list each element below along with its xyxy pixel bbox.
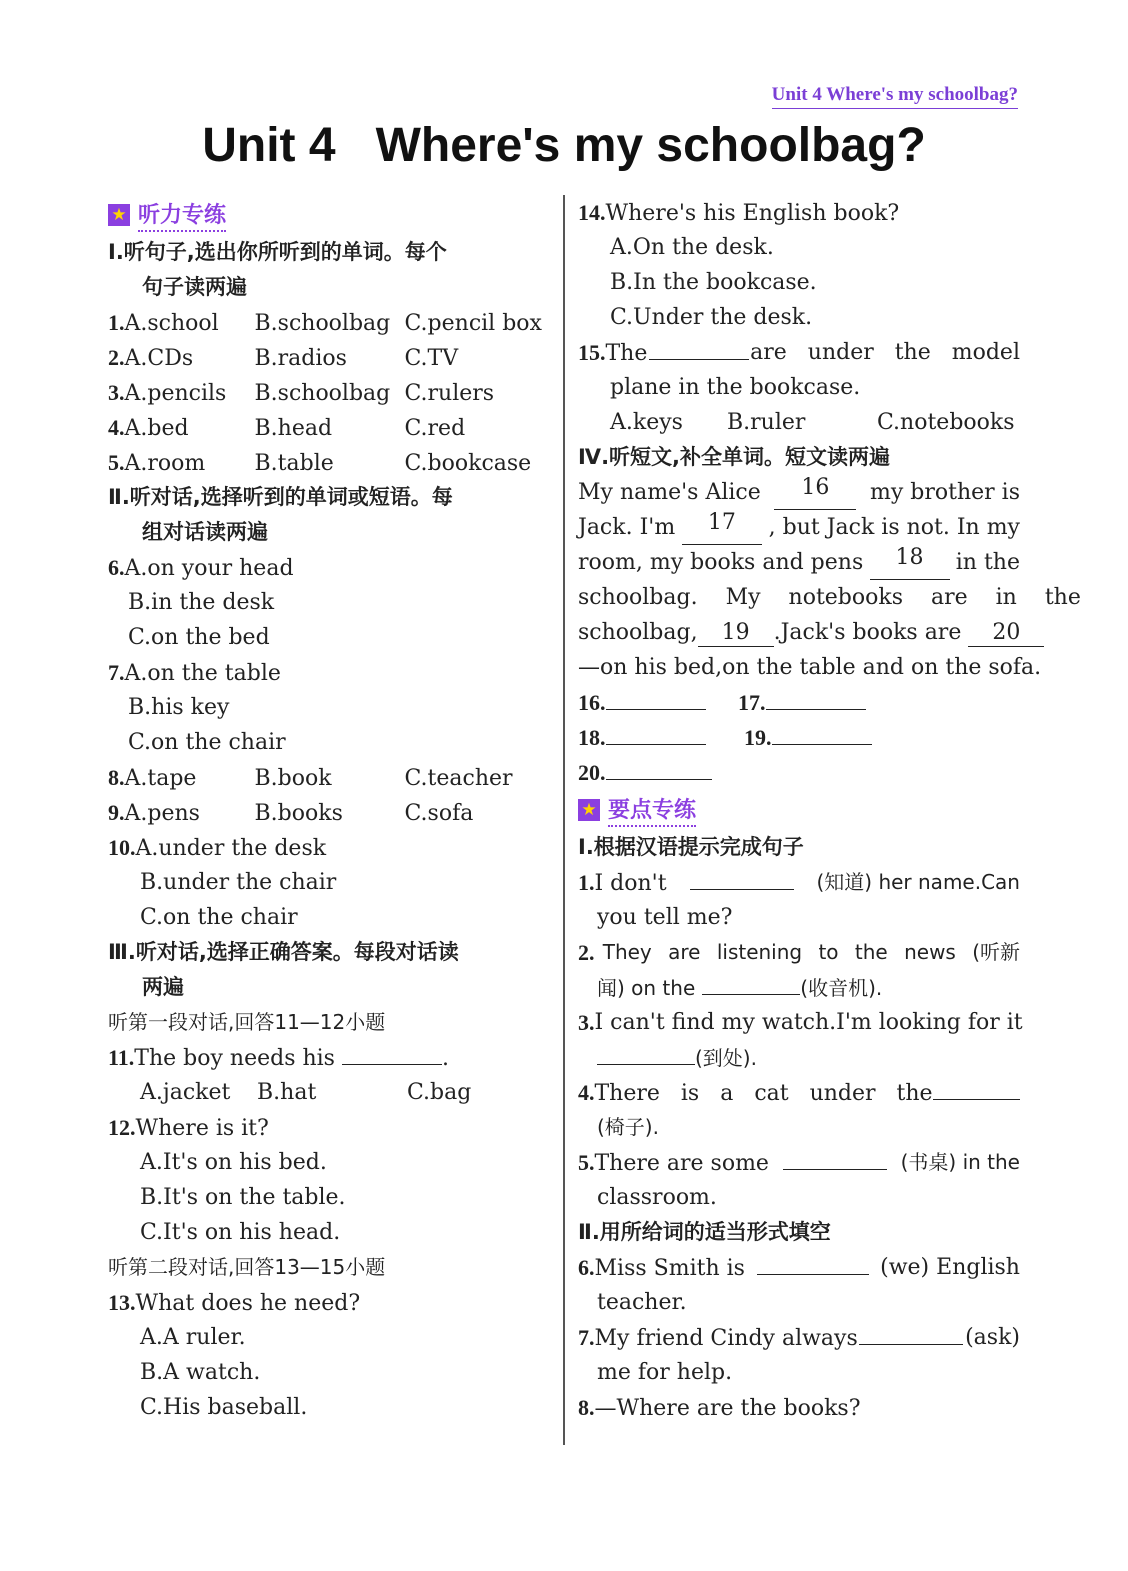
question-number: 14. <box>578 200 606 225</box>
sentence-text: Miss Smith is <box>594 1256 745 1281</box>
question-number: 6. <box>108 555 125 580</box>
question-end: . <box>441 1046 449 1071</box>
answer-blank[interactable] <box>606 720 706 745</box>
page-title: Unit 4 Where's my schoolbag? <box>202 119 926 172</box>
option-a: A.bed <box>124 416 189 441</box>
kp-sentence-7 <box>578 1320 1020 1355</box>
sentence-text: (we) English <box>880 1255 1020 1280</box>
option-c: C.teacher <box>404 766 513 791</box>
answer-blank[interactable] <box>766 685 866 710</box>
question-number: 1. <box>578 870 595 895</box>
option-a: A.pens <box>124 801 200 826</box>
question-15-stem-cont: plane in the bookcase. <box>610 375 861 400</box>
option-b: B.schoolbag <box>254 381 391 406</box>
option-c: C.pencil box <box>404 311 542 336</box>
question-10-option-c: C.on the chair <box>140 905 298 930</box>
passage-line-5 <box>578 615 1020 650</box>
option-b: B.hat <box>257 1080 317 1105</box>
passage-text: room, my books and pens <box>578 550 864 575</box>
part1-title: Ⅰ.听句子,选出你所听到的单词。每个 <box>108 240 447 264</box>
answer-row-1 <box>578 685 1020 720</box>
left-column <box>108 195 550 1425</box>
kp-sentence-1 <box>578 865 1020 900</box>
passage-text: .Jack's books are <box>773 620 962 645</box>
question-14-option-c: C.Under the desk. <box>610 305 813 330</box>
column-divider <box>563 195 565 1445</box>
question-number: 4. <box>108 415 125 440</box>
option-c: C.rulers <box>404 381 495 406</box>
option-b: B.ruler <box>727 410 806 435</box>
option-a: A.jacket <box>140 1080 231 1105</box>
answer-blank[interactable] <box>649 335 749 360</box>
answer-blank[interactable] <box>606 685 706 710</box>
question-number: 8. <box>578 1395 595 1420</box>
answer-label: 19. <box>744 725 772 750</box>
question-12-option-b: B.It's on the table. <box>140 1185 346 1210</box>
question-8 <box>108 760 550 795</box>
question-number: 2. <box>578 940 595 965</box>
passage-line-4: schoolbag. My notebooks are in the <box>578 585 1081 610</box>
question-10 <box>108 830 550 865</box>
question-7 <box>108 655 550 690</box>
question-stem-cont: are under the model <box>750 340 1020 365</box>
question-number: 10. <box>108 835 136 860</box>
passage-line-3 <box>578 545 1020 580</box>
answer-row-2 <box>578 720 1020 755</box>
sentence-text: 闻) on the <box>597 976 696 1000</box>
question-13-option-b: B.A watch. <box>140 1360 261 1385</box>
answer-label: 16. <box>578 690 606 715</box>
option-b: B.radios <box>254 346 347 371</box>
part3-title-cont: 两遍 <box>142 975 184 999</box>
answer-blank[interactable] <box>342 1040 442 1065</box>
question-stem: Where is it? <box>135 1116 269 1141</box>
question-13 <box>108 1285 550 1320</box>
question-number: 9. <box>108 800 125 825</box>
question-10-option-b: B.under the chair <box>140 870 337 895</box>
passage-line-2 <box>578 510 1020 545</box>
sentence-text: (ask) <box>965 1325 1020 1350</box>
option-c: C.bookcase <box>404 451 532 476</box>
kp1-title: Ⅰ.根据汉语提示完成句子 <box>578 835 804 859</box>
passage-text: in the <box>955 550 1020 575</box>
question-stem: The boy needs his <box>134 1046 335 1071</box>
question-15-options <box>578 405 1020 440</box>
answer-blank[interactable] <box>859 1320 963 1345</box>
answer-label: 20. <box>578 760 606 785</box>
question-13-option-a: A.A ruler. <box>140 1325 246 1350</box>
option-c: C.TV <box>404 346 459 371</box>
question-number: 15. <box>578 340 606 365</box>
star-icon: ★ <box>578 799 600 821</box>
option-b: B.books <box>254 801 343 826</box>
kp-sentence-7-cont: me for help. <box>597 1360 733 1385</box>
sentence-text: I don't <box>594 871 667 896</box>
passage-blank-16[interactable]: 16 <box>774 475 856 510</box>
passage-text: , but Jack is not. In my <box>768 515 1020 540</box>
question-1 <box>108 305 550 340</box>
part3-title: Ⅲ.听对话,选择正确答案。每段对话读 <box>108 940 459 964</box>
question-13-option-c: C.His baseball. <box>140 1395 308 1420</box>
kp-sentence-3-cont <box>578 1040 1020 1075</box>
dialog-1-instruction: 听第一段对话,回答11—12小题 <box>108 1010 386 1034</box>
kp-sentence-2 <box>578 935 1020 970</box>
part1-title-cont: 句子读两遍 <box>142 275 247 299</box>
kp-sentence-4-cont: (椅子). <box>597 1115 659 1139</box>
running-header: Unit 4 Where's my schoolbag? <box>772 84 1018 109</box>
option-a: A.keys <box>610 410 683 435</box>
answer-blank[interactable] <box>606 755 712 780</box>
passage-blank-17[interactable]: 17 <box>682 510 762 545</box>
sentence-text: There is a cat under the <box>594 1081 933 1106</box>
part2-title: Ⅱ.听对话,选择听到的单词或短语。每 <box>108 485 453 509</box>
question-number: 7. <box>578 1325 595 1350</box>
question-stem: What does he need? <box>135 1291 361 1316</box>
question-number: 11. <box>108 1045 135 1070</box>
keypoints-section-header <box>578 790 1020 830</box>
passage-line-1 <box>578 475 1020 510</box>
question-14-option-a: A.On the desk. <box>610 235 774 260</box>
option-a: A.tape <box>124 766 197 791</box>
question-14-option-b: B.In the bookcase. <box>610 270 817 295</box>
option-c: C.red <box>404 416 466 441</box>
kp-sentence-4 <box>578 1075 1020 1110</box>
section-label: 听力专练 <box>138 198 226 232</box>
answer-label: 18. <box>578 725 606 750</box>
answer-blank[interactable] <box>757 1250 869 1275</box>
passage-blank-18[interactable]: 18 <box>870 545 950 580</box>
option-c: C.sofa <box>404 801 474 826</box>
option-a: A.room <box>124 451 206 476</box>
option-c: C.bag <box>407 1080 472 1105</box>
kp-sentence-5 <box>578 1145 1020 1180</box>
question-stem: The <box>605 341 648 366</box>
kp-sentence-2-cont <box>578 970 1020 1005</box>
question-number: 8. <box>108 765 125 790</box>
question-number: 7. <box>108 660 125 685</box>
question-number: 13. <box>108 1290 136 1315</box>
option-c: C.notebooks <box>877 410 1015 435</box>
passage-text: my brother is <box>870 480 1020 505</box>
answer-row-3 <box>578 755 1020 790</box>
option-a: A.on your head <box>124 556 294 581</box>
answer-label: 17. <box>738 690 766 715</box>
question-11 <box>108 1040 550 1075</box>
dialog-2-instruction: 听第二段对话,回答13—15小题 <box>108 1255 386 1279</box>
option-a: A.under the desk <box>135 836 327 861</box>
passage-blank-20[interactable]: 20 <box>968 620 1044 647</box>
question-9 <box>108 795 550 830</box>
option-b: B.head <box>254 416 333 441</box>
question-7-option-b: B.his key <box>128 695 230 720</box>
question-6-option-b: B.in the desk <box>128 590 275 615</box>
sentence-text: (收音机). <box>800 976 883 1000</box>
passage-text: Jack. I'm <box>578 515 676 540</box>
question-number: 3. <box>108 380 125 405</box>
sentence-text: My friend Cindy always <box>594 1326 858 1351</box>
option-b: B.table <box>254 451 334 476</box>
question-2 <box>108 340 550 375</box>
option-b: B.schoolbag <box>254 311 391 336</box>
option-a: A.CDs <box>124 346 194 371</box>
question-number: 3. <box>578 1010 595 1035</box>
kp-sentence-3 <box>578 1005 1023 1040</box>
question-stem: Where's his English book? <box>605 201 900 226</box>
kp-sentence-6-cont: teacher. <box>597 1290 687 1315</box>
question-12-option-a: A.It's on his bed. <box>140 1150 327 1175</box>
kp-sentence-8 <box>578 1390 1020 1425</box>
question-number: 5. <box>108 450 125 475</box>
option-a: A.on the table <box>124 661 281 686</box>
question-7-option-c: C.on the chair <box>128 730 286 755</box>
sentence-text: —Where are the books? <box>594 1396 861 1421</box>
question-number: 4. <box>578 1080 595 1105</box>
part4-title: Ⅳ.听短文,补全单词。短文读两遍 <box>578 445 891 469</box>
listening-section-header <box>108 195 550 235</box>
sentence-text: There are some <box>594 1151 769 1176</box>
answer-blank[interactable] <box>933 1075 1020 1100</box>
question-6-option-c: C.on the bed <box>128 625 270 650</box>
answer-blank[interactable] <box>702 970 800 995</box>
question-number: 2. <box>108 345 125 370</box>
section-label: 要点专练 <box>608 793 696 827</box>
answer-blank[interactable] <box>783 1145 887 1170</box>
question-5 <box>108 445 550 480</box>
question-number: 12. <box>108 1115 136 1140</box>
kp-sentence-5-cont: classroom. <box>597 1185 717 1210</box>
question-number: 6. <box>578 1255 595 1280</box>
question-11-options <box>108 1075 550 1110</box>
question-number: 5. <box>578 1150 595 1175</box>
question-12 <box>108 1110 550 1145</box>
question-number: 1. <box>108 310 125 335</box>
question-3 <box>108 375 550 410</box>
option-b: B.book <box>254 766 332 791</box>
sentence-text: (知道) her name.Can <box>816 870 1020 894</box>
part2-title-cont: 组对话读两遍 <box>142 520 268 544</box>
answer-blank[interactable] <box>690 865 794 890</box>
kp-sentence-1-cont: you tell me? <box>597 905 733 930</box>
sentence-text: (到处). <box>695 1046 757 1070</box>
sentence-text: (书桌) in the <box>900 1150 1020 1174</box>
sentence-text: I can't find my watch.I'm looking for it <box>594 1010 1023 1035</box>
passage-line-6: —on his bed,on the table and on the sofa. <box>578 655 1042 680</box>
question-12-option-c: C.It's on his head. <box>140 1220 341 1245</box>
option-a: A.pencils <box>124 381 227 406</box>
answer-blank[interactable] <box>597 1040 695 1065</box>
option-a: A.school <box>124 311 219 336</box>
kp2-title: Ⅱ.用所给词的适当形式填空 <box>578 1220 831 1244</box>
passage-text: My name's Alice <box>578 480 761 505</box>
question-14 <box>578 195 1020 230</box>
question-4 <box>108 410 550 445</box>
question-6 <box>108 550 550 585</box>
right-column <box>578 195 1081 1425</box>
question-15 <box>578 335 1020 370</box>
kp-sentence-6 <box>578 1250 1020 1285</box>
passage-text: schoolbag, <box>578 620 698 645</box>
answer-blank[interactable] <box>772 720 872 745</box>
sentence-text: They are listening to the news (听新 <box>602 940 1020 964</box>
star-icon: ★ <box>108 204 130 226</box>
passage-blank-19[interactable]: 19 <box>698 620 774 647</box>
